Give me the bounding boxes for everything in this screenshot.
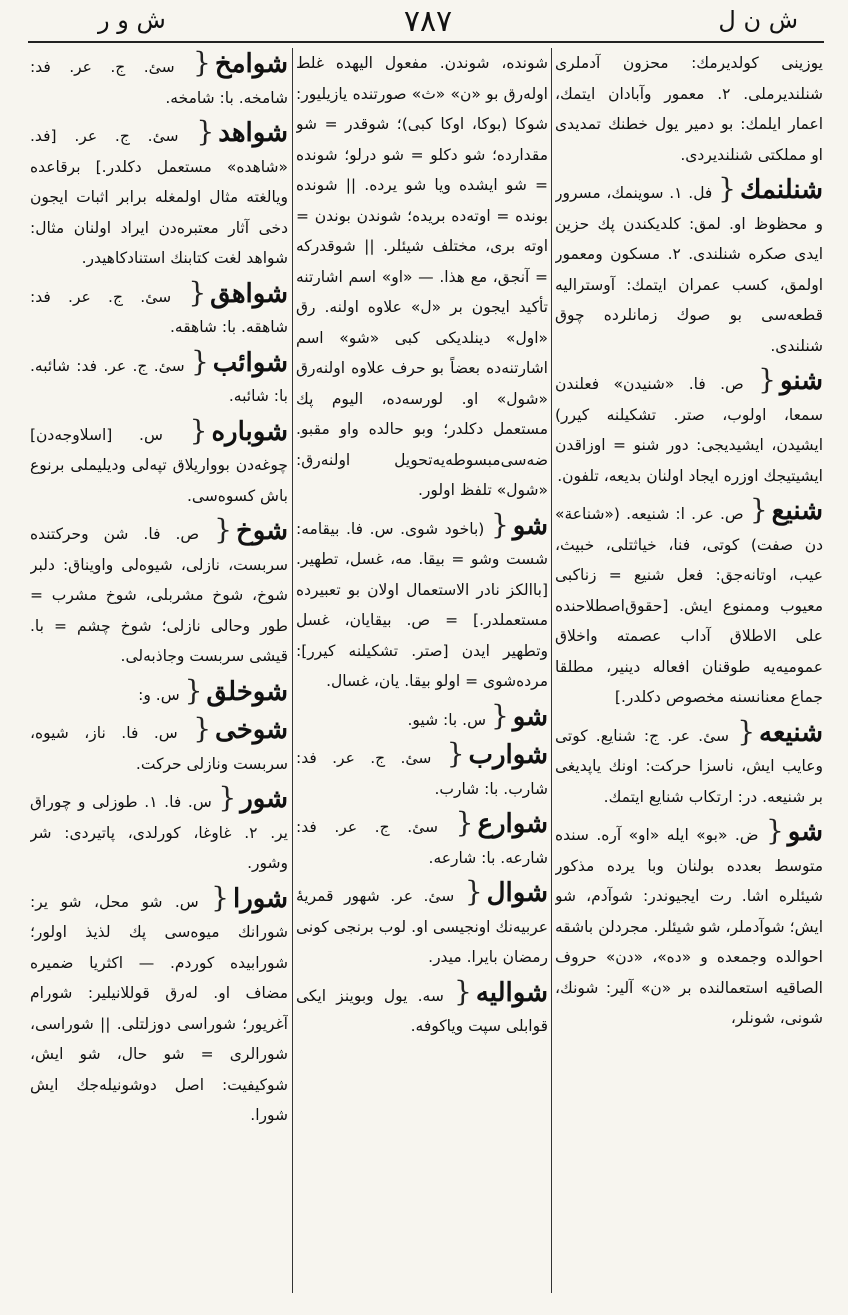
entry-definition: سئ. عر. ج: شنایع. كوتی وعایب ایش، ناسزا حركت: اونك یاپدیغی بر شنیعه. در: ارتكاب شنایع ایتمك.	[555, 726, 823, 806]
dictionary-entry	[296, 507, 548, 697]
brace-icon: {	[718, 172, 736, 205]
dictionary-entry	[30, 344, 288, 412]
dictionary-entry	[296, 739, 548, 804]
entry-headword: شوارب	[468, 740, 548, 770]
entry-headword: شنیعه	[759, 717, 823, 748]
brace-icon: {	[193, 48, 211, 79]
brace-icon: {	[454, 974, 472, 1008]
entry-definition: ص. فا. شن وحركتنده سربست، نازلی، شیوه‌لی واویناق: دلبر شوخ، شوخ مشربلی، شوخ مشرب = طور وحالی نازلی؛ شوخ چشم = با. قیشی سربست وجاذبه‌لی.	[30, 525, 288, 665]
dictionary-entry	[555, 174, 823, 361]
entry-definition: س. شو محل، شو یر: شورانك میوه‌سی پك لذیذ اولور؛ شورابیده كوردم. — اكثریا ضمیره مضاف او. لەرق قوللانیلیر: شورام آغریور؛ شوراسی دوزلتلی. || شوراسی، شورالری = شو حال، شو ایش، شوكیفیت: اصل دوشونیلەجك ایش شورا.	[30, 892, 288, 1124]
dictionary-entry	[296, 974, 548, 1042]
brace-icon: {	[211, 880, 229, 914]
entry-definition: یوزینی كولدیرمك: محزون آدملری شنلندیرملی. ٢. معمور وآبادان ایتمك، اعمار ایلمك: بو دمیر یول خطنك تمدیدی او مملكتی شنلندیردی.	[555, 54, 823, 164]
column-divider	[551, 48, 552, 1293]
header-left-letters: ش و ر	[98, 6, 166, 34]
entry-headword: شو	[787, 817, 823, 847]
entry-headword: شوخ	[236, 516, 288, 546]
brace-icon: {	[193, 712, 212, 745]
brace-icon: {	[490, 507, 509, 541]
entry-definition: سئ. ج. عر. فد: شاهقه. با: شاهقه.	[30, 287, 288, 336]
entry-headword: شوامخ	[214, 49, 288, 79]
column-middle	[296, 48, 548, 1293]
header-rule	[28, 41, 824, 43]
entry-headword: شوارع	[477, 809, 548, 839]
entry-headword: شورا	[233, 883, 288, 914]
dictionary-entry	[555, 816, 823, 1034]
entry-definition: ص. عر. ا: شنیعه. («شناعة» دن صفت) كوتی، فنا، خیاثتلی، خبیث، عیب، اوتانه‌جق: فعل شنیع = زناكبی معیوب وممنوع ایش. [حقوق‌اصطلاحنده علی الاطلاق آداب عصمته واخلاق عمومیه‌یه طوقنان افعاله دینیر، مطلقا جماع معنانسنه مخصوص دكلدر.]	[555, 505, 823, 706]
entry-definition: سئ. ج. عر. فد: شارعه. با: شارعه.	[296, 818, 548, 867]
brace-icon: {	[455, 806, 474, 839]
entry-headword: شوائب	[212, 347, 288, 378]
dictionary-entry	[555, 48, 823, 170]
brace-icon: {	[190, 344, 209, 378]
column-right	[555, 48, 823, 1293]
entry-headword: شواليه	[475, 977, 548, 1008]
entry-definition: سئ. ج. عر. [فد. «شاهده» مستعمل دكلدر.] برقاعده ویالغته مثال اولمغله برابر اثبات ایجون دخی آثار معتبره‌دن ایراد اولنان مثال: شواهد لغت كتابنك استنادكاهیدر.	[30, 127, 288, 267]
entry-headword: شنیع	[771, 496, 823, 526]
entry-definition: س. [اسلاوجه‌دن] چوغه‌دن بوواریلاق تپه‌لی ودیلیملی برنوع باش كسوه‌سی.	[30, 425, 288, 505]
entry-definition: سئ. ج. عر. فد: شائبه. با: شائبه.	[30, 356, 288, 405]
header-right-letters: ش ن ل	[718, 6, 798, 34]
dictionary-entry	[30, 673, 288, 711]
entry-headword: شنو	[779, 366, 823, 396]
dictionary-entry	[555, 714, 823, 813]
entry-headword: شواهد	[218, 118, 288, 148]
dictionary-entry	[30, 48, 288, 113]
entry-headword: شوخلق	[206, 676, 288, 707]
entry-definition: فل. ١. سوینمك، مسرور و محظوظ او. لمق: كلدیكندن پك حزین ایدی صكره شنلندی. ٢. مسكون ومعمور اولمق، كسب عمران ایتمك: آوستراليه قطعه‌سی بو صوك زمانلرده چوق شنلندی.	[555, 184, 823, 355]
entry-definition: سئ. عر. شهور قمریهٔ عربیه‌نك اونجیسی او. لوب برنجی كونی رمضان بایرا. میدر.	[296, 887, 548, 966]
entry-definition: س. فا. ناز، شیوه، سربست ونازلی حركت.	[30, 724, 288, 773]
entry-definition: س. فا. ١. طوزلی و چوراق یر. ٢. غاوغا، كورلدی، پاتیردی: شر وشور.	[30, 793, 288, 872]
brace-icon: {	[490, 698, 509, 732]
entry-definition: سئ. ج. عر. فد: شامخه. با: شامخه.	[30, 58, 288, 107]
entry-definition: (باخود شوی. س. فا. بیقامه: شست وشو = بیقا. مه، غسل، تطهیر. [باالكز نادر الاستعمال اولان بو تعبیرده مستعملدر.] = ص. بیقایان، غسل وتطهیر ایدن [صتر. تشكیلنه كیرر]: مردەشوی = اولو بیقا. یان، غسال.	[296, 519, 548, 690]
entry-headword: شوخی	[215, 715, 288, 745]
dictionary-entry	[30, 880, 288, 1131]
brace-icon: {	[184, 673, 203, 707]
column-divider	[292, 48, 293, 1293]
brace-icon: {	[749, 493, 768, 526]
dictionary-entry	[30, 783, 288, 879]
dictionary-entry	[30, 714, 288, 779]
brace-icon: {	[214, 513, 232, 546]
entry-definition: ص. فا. «شنیدن» فعلندن سمعا، اولوب، صتر. تشكیلنه كیرر) ایشیدن، ایشیدیجی: دور شنو = اوزاقدن ایشیتیجك اوزره ایجاد اولنان بدیعه، تلفون.	[555, 375, 823, 485]
brace-icon: {	[758, 363, 776, 396]
brace-icon: {	[189, 413, 208, 447]
dictionary-entry	[296, 48, 548, 506]
brace-icon: {	[737, 714, 756, 748]
dictionary-entry	[555, 495, 823, 713]
entry-definition: س. و:	[138, 685, 180, 704]
brace-icon: {	[464, 875, 483, 908]
brace-icon: {	[765, 814, 784, 847]
entry-headword: شنلنمك	[739, 175, 823, 205]
entry-headword: شوباره	[211, 416, 288, 447]
dictionary-entry	[296, 808, 548, 873]
entry-definition: شونده، شوندن. مفعول الیهده غلط اولەرق بو «ن» «ث» صورتنده یازیلیور: شوكا (بوكا، اوكا كبی)؛ شوقدر = شو مقدارده؛ شو دكلو = شو درلو؛ شونده = شو ایشده ویا شو یرده. || شونده بونده = اوتەده بریده؛ شوندن بوندن = اوته بری، مختلف شیئلر. || شوقدركه = آنجق، مع هذا. — «او» اسم اشارتنه تأكید ایجون بر «ل» علاوه اولنه. رق «اول» دینلدیكی كبی «شو» اسم اشارتنەده بعضاً بو حرف علاوه اولنەرق «شول» او. لورسەده، الیوم پك مستعمل دكلدر؛ وبو حالده واو مقبو. ضه‌سی‌مبسوطه‌یه‌تحویل اولنەرق: «شول» تلفظ اولور.	[296, 54, 548, 499]
dictionary-entry	[30, 117, 288, 274]
brace-icon: {	[188, 275, 207, 309]
dictionary-entry	[30, 413, 288, 512]
entry-headword: شور	[240, 784, 288, 814]
entry-headword: شو	[512, 701, 548, 732]
page-number: ٧٨٧	[403, 4, 453, 39]
entry-definition: سه. یول وبوینز ایكی قوابلی سپت ویاكوفه.	[296, 986, 548, 1035]
brace-icon: {	[196, 115, 215, 148]
entry-headword: شوال	[486, 878, 548, 908]
dictionary-entry	[30, 515, 288, 672]
entry-headword: شواهق	[210, 278, 288, 309]
brace-icon: {	[446, 737, 465, 770]
entry-definition: س. با: شیو.	[407, 710, 487, 729]
entry-definition: ض. «بو» ایله «او» آره. سنده متوسط بعدده بولنان وبا یرده مذكور شیئلره اشا. رت ایجیوندر: شوآدم، شو ایش؛ شوآدملر، شو شیئلر. مجردلن باشقه احوالده وجمعده و «ده»، «دن» حروف الصاقیه استعمالنده بر «ن» آلیر: شونك، شونی، شونلر،	[555, 826, 823, 1027]
column-left	[30, 48, 288, 1293]
entry-definition: سئ. ج. عر. فد: شارب. با: شارب.	[296, 749, 548, 798]
page-header	[28, 4, 824, 40]
dictionary-entry	[296, 877, 548, 973]
entry-headword: شو	[512, 510, 548, 541]
dictionary-entry	[555, 365, 823, 491]
dictionary-entry	[30, 275, 288, 343]
brace-icon: {	[218, 781, 237, 814]
dictionary-entry	[296, 698, 548, 736]
